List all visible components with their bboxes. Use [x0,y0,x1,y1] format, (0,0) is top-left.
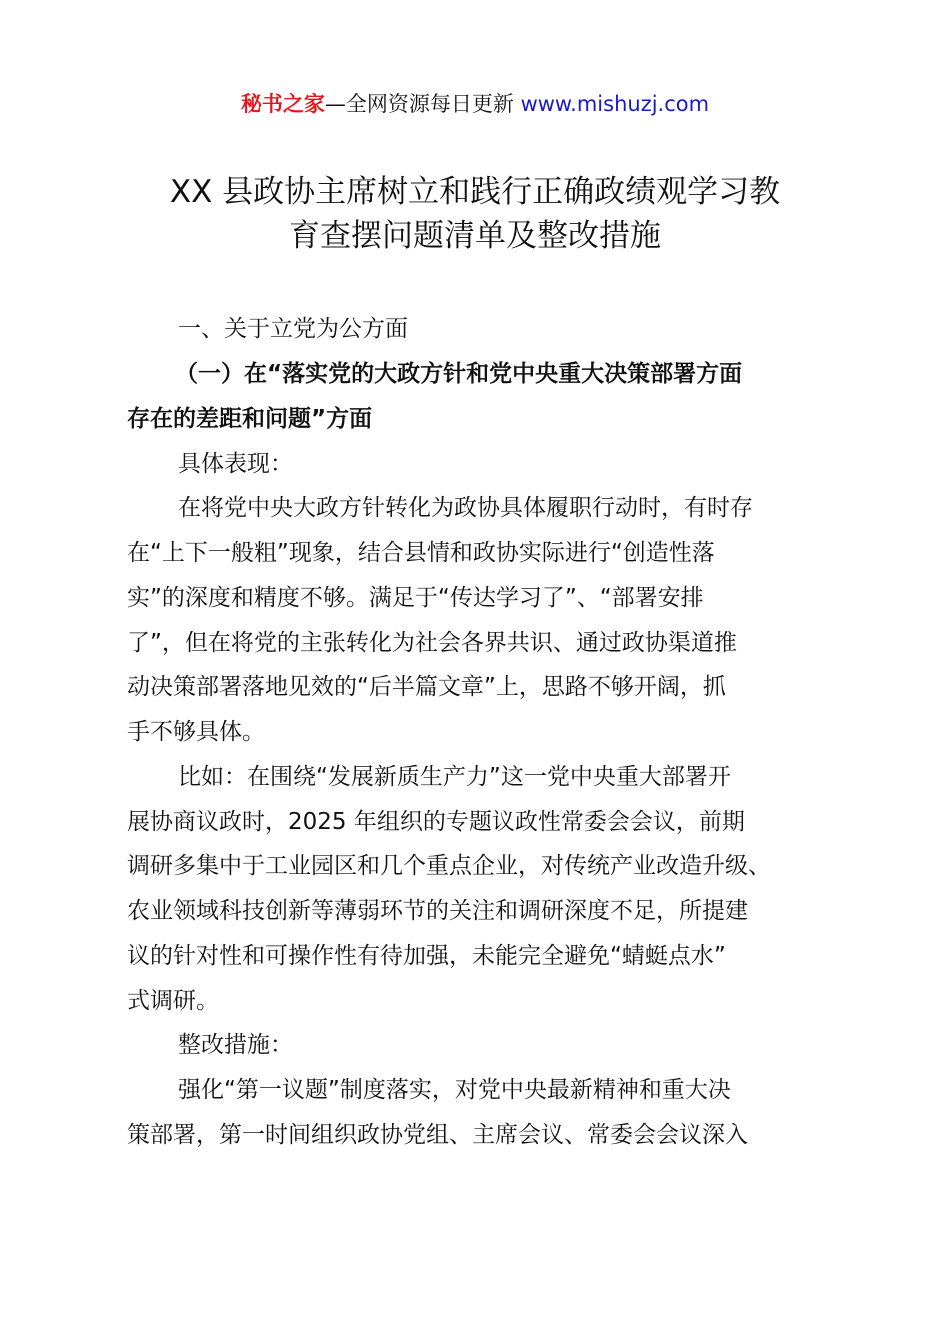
section-heading: 一、关于立党为公方面 [178,316,408,342]
example-paragraph-line: 式调研。 [127,988,219,1014]
measures-paragraph-line: 策部署，第一时间组织政协党组、主席会议、常委会会议深入 [127,1122,748,1148]
measures-paragraph-line: 强化“第一议题”制度落实，对党中央最新精神和重大决 [178,1077,731,1103]
measures-label: 整改措施： [178,1032,293,1058]
banner-slogan: —全网资源每日更新 [324,92,514,116]
site-url-link[interactable]: www.mishuzj.com [520,92,710,116]
example-paragraph-line: 展协商议政时，2025 年组织的专题议政性常委会会议，前期 [127,809,745,835]
example-paragraph-line: 农业领域科技创新等薄弱环节的关注和调研深度不足，所提建 [127,898,748,924]
performance-paragraph-line: 动决策部署落地见效的“后半篇文章”上，思路不够开阔，抓 [127,674,726,700]
performance-paragraph-line: 实”的深度和精度不够。满足于“传达学习了”、“部署安排 [127,585,704,611]
example-paragraph-line: 议的针对性和可操作性有待加强，未能完全避免“蜻蜓点水” [127,943,726,969]
example-paragraph-line: 调研多集中于工业园区和几个重点企业，对传统产业改造升级、 [127,853,771,879]
subsection-heading-line-1: （一）在“落实党的大政方针和党中央重大决策部署方面 [175,361,743,387]
performance-paragraph-line: 在将党中央大政方针转化为政协具体履职行动时，有时存 [178,495,753,521]
performance-paragraph-line: 手不够具体。 [127,719,265,745]
example-paragraph-line: 比如：在围绕“发展新质生产力”这一党中央重大部署开 [178,764,731,790]
document-title-line-2: 育查摆问题清单及整改措施 [289,218,661,254]
brand-name: 秘书之家 [240,92,325,116]
subsection-heading-line-2: 存在的差距和问题”方面 [127,406,373,432]
performance-paragraph-line: 了”，但在将党的主张转化为社会各界共识、通过政协渠道推 [127,630,737,656]
performance-label: 具体表现： [178,451,293,477]
performance-paragraph-line: 在“上下一般粗”现象，结合县情和政协实际进行“创造性落 [127,540,715,566]
document-title-line-1: XX 县政协主席树立和践行正确政绩观学习教 [169,174,781,210]
site-banner [0,88,950,120]
